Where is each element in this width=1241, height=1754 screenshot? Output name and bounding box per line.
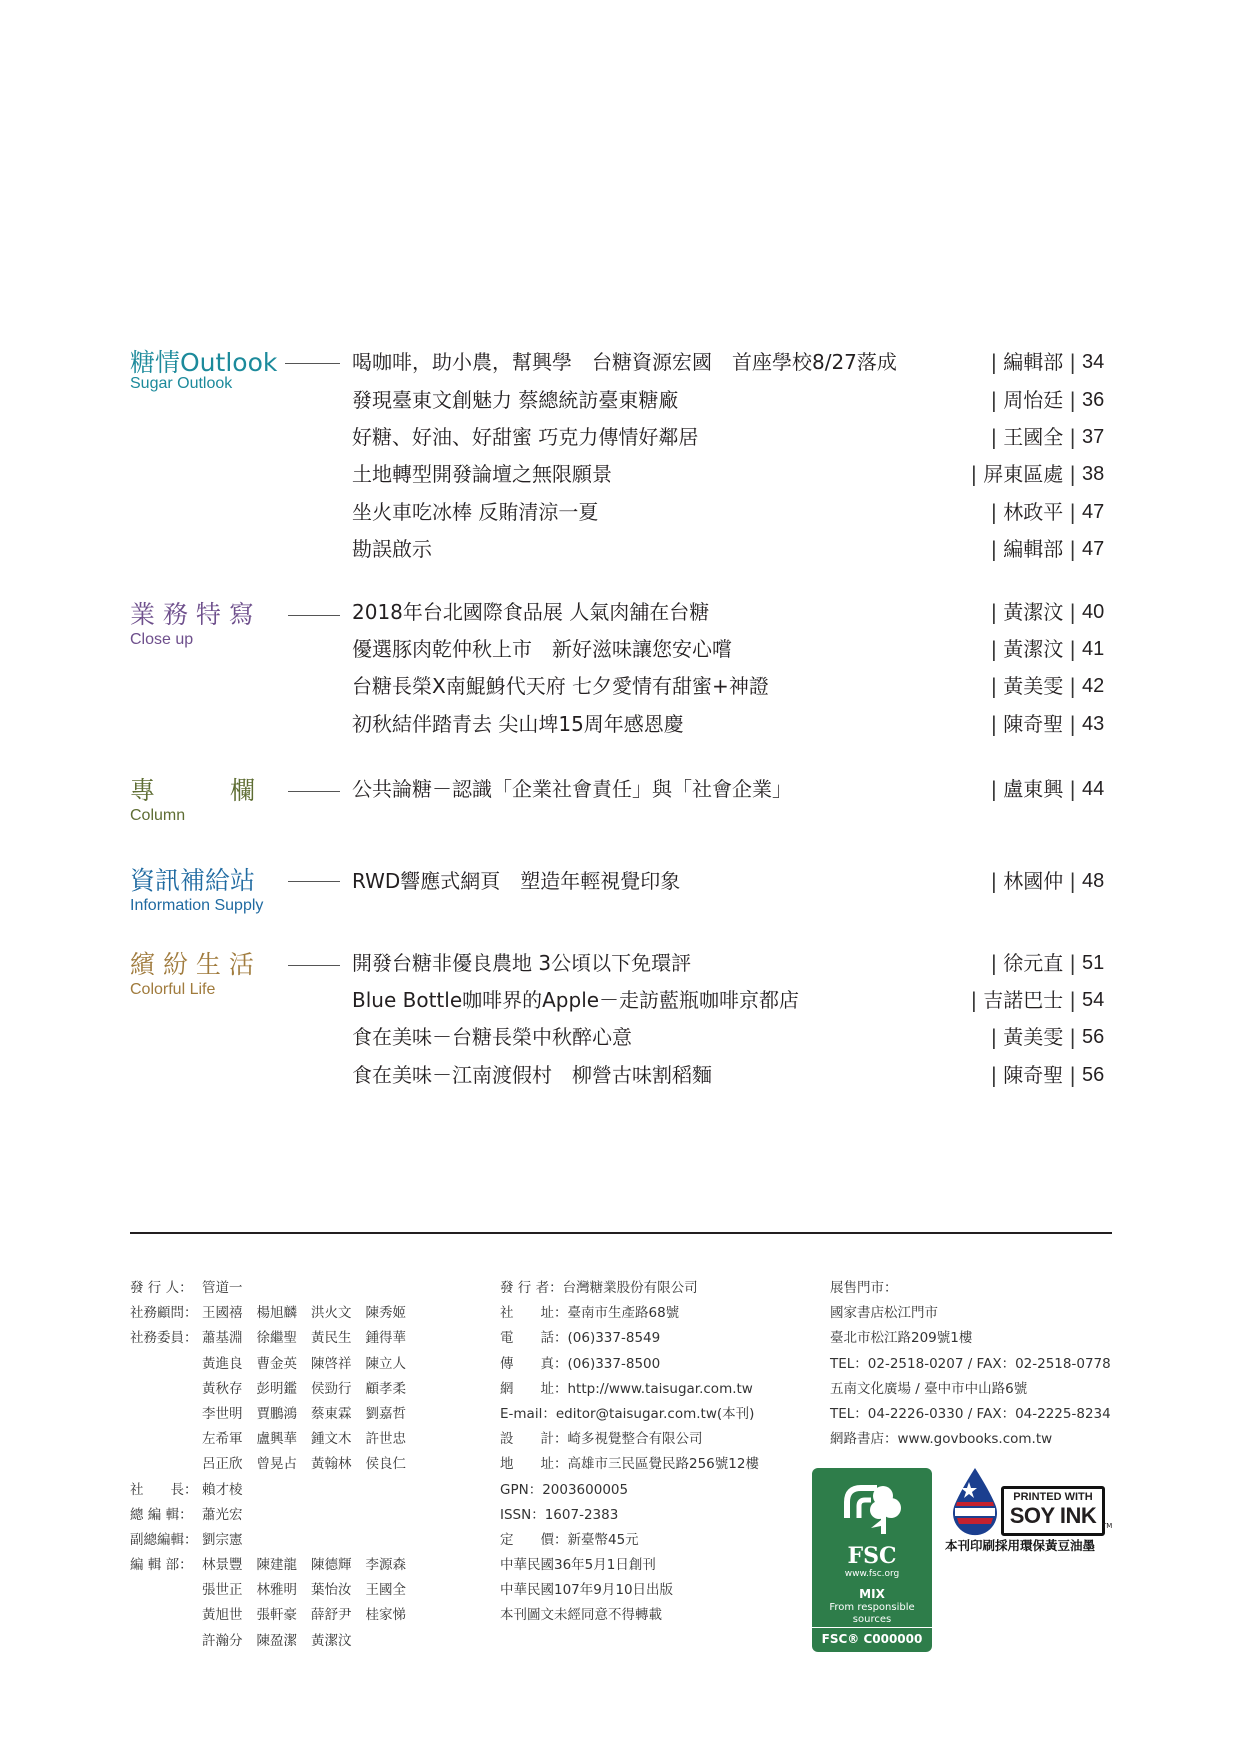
toc-item-author bbox=[991, 534, 1077, 564]
fsc-url: www.fsc.org bbox=[844, 1569, 900, 1579]
author-name: 徐元直 bbox=[1003, 951, 1064, 975]
toc-item[interactable] bbox=[352, 671, 1112, 701]
separator-bar: | bbox=[990, 537, 998, 561]
toc-item[interactable] bbox=[352, 459, 1112, 489]
toc-item-page: 43 bbox=[1082, 713, 1105, 735]
fsc-tree-icon bbox=[812, 1478, 932, 1544]
separator-bar: | bbox=[990, 712, 998, 736]
soy-drop-icon bbox=[945, 1466, 1005, 1536]
toc-item-author bbox=[971, 459, 1077, 489]
toc-item-author bbox=[991, 422, 1077, 452]
sales-line: 國家書店松江門市 bbox=[830, 1305, 938, 1322]
sales-line: 展售門市： bbox=[830, 1280, 898, 1296]
section-subtitle: Colorful Life bbox=[130, 981, 216, 998]
sales-line: 五南文化廣場 / 臺中市中山路6號 bbox=[830, 1380, 1028, 1397]
staff-role: 發 行 人： bbox=[130, 1280, 193, 1296]
separator-bar: | bbox=[970, 462, 978, 486]
separator-bar: | bbox=[1069, 869, 1076, 893]
toc-item[interactable] bbox=[352, 634, 1112, 664]
staff-name: 黃潔汶 bbox=[311, 1632, 352, 1649]
footer-rule bbox=[130, 1232, 1112, 1234]
author-name: 林國仲 bbox=[1003, 869, 1064, 893]
section-title: 專 欄 bbox=[130, 776, 256, 805]
staff-name: 王國全 bbox=[365, 1582, 406, 1599]
sales-line: TEL：02-2518-0207 / FAX：02-2518-0778 bbox=[830, 1355, 1111, 1372]
author-name: 屏東區處 bbox=[983, 462, 1064, 486]
separator-bar: | bbox=[990, 388, 998, 412]
staff-name: 洪火文 bbox=[311, 1305, 352, 1322]
sales-line: TEL：04-2226-0330 / FAX：04-2225-8234 bbox=[830, 1405, 1111, 1422]
separator-bar: | bbox=[1069, 712, 1076, 736]
author-name: 周怡廷 bbox=[1003, 388, 1064, 412]
fsc-code: FSC® C000000 bbox=[812, 1627, 932, 1646]
toc-item-title: 好糖、好油、好甜蜜 巧克力傳情好鄰居 bbox=[352, 425, 699, 449]
toc-item-page: 38 bbox=[1082, 463, 1105, 485]
toc-item-author bbox=[991, 347, 1077, 377]
toc-item-title: 初秋結伴踏青去 尖山埤15周年感恩慶 bbox=[352, 712, 684, 736]
toc-item-title: 台糖長榮X南鯤鯓代天府 七夕愛情有甜蜜+神證 bbox=[352, 674, 769, 698]
toc-item-page: 41 bbox=[1082, 638, 1105, 660]
staff-name: 侯良仁 bbox=[365, 1456, 406, 1473]
toc-item-page: 42 bbox=[1082, 675, 1105, 697]
staff-name: 許瀚分 bbox=[202, 1632, 243, 1649]
staff-name: 賈鵬鴻 bbox=[256, 1405, 297, 1422]
staff-row bbox=[130, 1352, 420, 1377]
sales-info bbox=[830, 1276, 1111, 1452]
toc-item-title: 2018年台北國際食品展 人氣肉舖在台糖 bbox=[352, 600, 710, 624]
toc-item[interactable] bbox=[352, 497, 1112, 527]
staff-name: 陳立人 bbox=[365, 1355, 406, 1372]
toc-item-page: 56 bbox=[1082, 1026, 1105, 1048]
staff-row bbox=[130, 1377, 420, 1402]
author-name: 黃美雯 bbox=[1003, 674, 1064, 698]
soy-caption: 本刊印刷採用環保黃豆油墨 bbox=[945, 1538, 1096, 1553]
toc-item-page: 37 bbox=[1082, 426, 1105, 448]
publisher-info bbox=[500, 1276, 759, 1629]
staff-name: 曾晃占 bbox=[256, 1456, 297, 1473]
toc-item[interactable] bbox=[352, 709, 1112, 739]
staff-role: 總 編 輯： bbox=[130, 1506, 193, 1523]
toc-item-title: 優選豚肉乾仲秋上市 新好滋味讓您安心嚐 bbox=[352, 637, 732, 661]
toc-item-title: 發現臺東文創魅力 蔡總統訪臺東糖廠 bbox=[352, 388, 679, 412]
separator-bar: | bbox=[990, 869, 998, 893]
staff-name: 陳德輝 bbox=[311, 1557, 352, 1574]
separator-bar: | bbox=[1069, 537, 1076, 561]
section-rule bbox=[285, 363, 340, 364]
staff-name: 鍾文木 bbox=[311, 1431, 352, 1448]
separator-bar: | bbox=[990, 600, 998, 624]
toc-item-page: 56 bbox=[1082, 1064, 1105, 1086]
separator-bar: | bbox=[990, 777, 998, 801]
staff-name: 黃旭世 bbox=[202, 1607, 243, 1624]
staff-name: 徐繼聖 bbox=[256, 1330, 297, 1347]
toc-item[interactable] bbox=[352, 1022, 1112, 1052]
staff-name: 桂家悌 bbox=[365, 1607, 406, 1624]
toc-item[interactable] bbox=[352, 774, 1112, 804]
fsc-mix: MIX bbox=[859, 1587, 885, 1601]
toc-item-title: 公共論糖－認識「企業社會責任」與「社會企業」 bbox=[352, 777, 792, 801]
staff-name: 林雅明 bbox=[256, 1582, 297, 1599]
author-name: 陳奇聖 bbox=[1003, 1063, 1064, 1087]
separator-bar: | bbox=[1069, 1063, 1076, 1087]
separator-bar: | bbox=[1069, 350, 1076, 374]
staff-name: 蕭光宏 bbox=[202, 1506, 243, 1523]
staff-name: 李世明 bbox=[202, 1405, 243, 1422]
separator-bar: | bbox=[1069, 600, 1076, 624]
staff-name: 管道一 bbox=[202, 1280, 243, 1296]
staff-name: 陳啓祥 bbox=[311, 1355, 352, 1372]
publisher-line: 中華民國107年9月10日出版 bbox=[500, 1582, 674, 1599]
toc-item-title: RWD響應式網頁 塑造年輕視覺印象 bbox=[352, 869, 681, 893]
toc-item-title: Blue Bottle咖啡界的Apple－走訪藍瓶咖啡京都店 bbox=[352, 988, 800, 1012]
staff-role: 社務顧問： bbox=[130, 1305, 198, 1322]
publisher-line: 發 行 者：台灣糖業股份有限公司 bbox=[500, 1280, 698, 1296]
staff-name: 顧孝柔 bbox=[365, 1380, 406, 1397]
staff-role: 社 長： bbox=[130, 1481, 198, 1498]
toc-item-author bbox=[991, 385, 1077, 415]
separator-bar: | bbox=[1069, 462, 1076, 486]
toc-item-author bbox=[991, 1060, 1077, 1090]
toc-item[interactable] bbox=[352, 948, 1112, 978]
separator-bar: | bbox=[1069, 388, 1076, 412]
toc-item[interactable] bbox=[352, 1060, 1112, 1090]
staff-name: 彭明鑑 bbox=[256, 1380, 297, 1397]
separator-bar: | bbox=[990, 951, 998, 975]
toc-item-title: 土地轉型開發論壇之無限願景 bbox=[352, 462, 612, 486]
staff-name: 鍾得華 bbox=[365, 1330, 406, 1347]
toc-item-page: 40 bbox=[1082, 601, 1105, 623]
toc-item-title: 勘誤啟示 bbox=[352, 537, 432, 561]
toc-item-author bbox=[991, 948, 1077, 978]
staff-row bbox=[130, 1629, 420, 1654]
publisher-line: 本刊圖文未經同意不得轉載 bbox=[500, 1607, 662, 1624]
staff-name: 黃進良 bbox=[202, 1355, 243, 1372]
publisher-line: 地 址：高雄市三民區覺民路256號12樓 bbox=[500, 1456, 759, 1473]
staff-name: 陳建龍 bbox=[256, 1557, 297, 1574]
fsc-logo bbox=[812, 1468, 932, 1652]
staff-row bbox=[130, 1503, 420, 1528]
staff-name: 林景豐 bbox=[202, 1557, 243, 1574]
toc-item-author bbox=[991, 634, 1077, 664]
separator-bar: | bbox=[990, 350, 998, 374]
toc-item-title: 食在美味－江南渡假村 柳營古味割稻麵 bbox=[352, 1063, 712, 1087]
author-name: 吉諾巴士 bbox=[983, 988, 1064, 1012]
publisher-line: E-mail：editor@taisugar.com.tw(本刊) bbox=[500, 1405, 755, 1422]
publisher-line: 中華民國36年5月1日創刊 bbox=[500, 1557, 656, 1574]
fsc-from: From responsible sources bbox=[829, 1602, 915, 1625]
section-rule bbox=[288, 791, 340, 792]
staff-row bbox=[130, 1402, 420, 1427]
staff-row bbox=[130, 1427, 420, 1452]
sales-line: 臺北市松江路209號1樓 bbox=[830, 1330, 973, 1347]
toc-item-page: 47 bbox=[1082, 538, 1105, 560]
section-title: 業 務 特 寫 bbox=[130, 600, 254, 629]
toc-item-author bbox=[991, 774, 1077, 804]
author-name: 王國全 bbox=[1003, 425, 1064, 449]
publisher-line: 電 話：(06)337-8549 bbox=[500, 1330, 661, 1347]
toc-item-author bbox=[991, 1022, 1077, 1052]
separator-bar: | bbox=[1069, 951, 1076, 975]
staff-name: 侯勁行 bbox=[311, 1380, 352, 1397]
publisher-line: 傳 真：(06)337-8500 bbox=[500, 1355, 661, 1372]
staff-name: 李源森 bbox=[365, 1557, 406, 1574]
separator-bar: | bbox=[1069, 500, 1076, 524]
staff-row bbox=[130, 1301, 420, 1326]
author-name: 陳奇聖 bbox=[1003, 712, 1064, 736]
separator-bar: | bbox=[1069, 425, 1076, 449]
toc-item[interactable] bbox=[352, 385, 1112, 415]
staff-name: 陳盈潔 bbox=[256, 1632, 297, 1649]
toc-item-title: 開發台糖非優良農地 3公頃以下免環評 bbox=[352, 951, 692, 975]
staff-name: 呂正欣 bbox=[202, 1456, 243, 1473]
section-rule bbox=[288, 881, 340, 882]
author-name: 黃潔汶 bbox=[1003, 600, 1064, 624]
staff-row bbox=[130, 1578, 420, 1603]
staff-name: 黃秋存 bbox=[202, 1380, 243, 1397]
section-title: 資訊補給站 bbox=[130, 866, 256, 895]
soy-tm: TM bbox=[1102, 1522, 1113, 1530]
toc-item[interactable] bbox=[352, 985, 1112, 1015]
separator-bar: | bbox=[1069, 674, 1076, 698]
staff-name: 蕭基淵 bbox=[202, 1330, 243, 1347]
separator-bar: | bbox=[970, 988, 978, 1012]
toc-item[interactable] bbox=[352, 866, 1112, 896]
sales-line: 網路書店：www.govbooks.com.tw bbox=[830, 1431, 1053, 1448]
toc-item-page: 51 bbox=[1082, 952, 1105, 974]
staff-row bbox=[130, 1603, 420, 1628]
staff-name: 王國禧 bbox=[202, 1305, 243, 1322]
staff-role: 社務委員： bbox=[130, 1330, 198, 1347]
staff-list bbox=[130, 1276, 420, 1654]
staff-row bbox=[130, 1326, 420, 1351]
staff-name: 薛舒尹 bbox=[311, 1607, 352, 1624]
staff-name: 葉怡汝 bbox=[311, 1582, 352, 1599]
staff-row bbox=[130, 1452, 420, 1477]
staff-name: 劉宗憲 bbox=[202, 1531, 243, 1548]
publisher-line: ISSN：1607-2383 bbox=[500, 1506, 619, 1523]
toc-item[interactable] bbox=[352, 597, 1112, 627]
staff-name: 劉嘉哲 bbox=[365, 1405, 406, 1422]
toc-item-title: 食在美味－台糖長榮中秋醉心意 bbox=[352, 1025, 632, 1049]
separator-bar: | bbox=[990, 1025, 998, 1049]
toc-item-page: 47 bbox=[1082, 501, 1105, 523]
toc-item-page: 44 bbox=[1082, 778, 1105, 800]
separator-bar: | bbox=[1069, 777, 1076, 801]
author-name: 黃潔汶 bbox=[1003, 637, 1064, 661]
toc-item-author bbox=[991, 671, 1077, 701]
publisher-line: 定 價：新臺幣45元 bbox=[500, 1531, 639, 1548]
toc-item-page: 34 bbox=[1082, 351, 1105, 373]
toc-item-page: 54 bbox=[1082, 989, 1105, 1011]
toc-item-author bbox=[991, 709, 1077, 739]
toc-item[interactable] bbox=[352, 422, 1112, 452]
staff-row bbox=[130, 1528, 420, 1553]
separator-bar: | bbox=[1069, 637, 1076, 661]
author-name: 編輯部 bbox=[1003, 350, 1064, 374]
soy-line1: PRINTED WITH bbox=[1013, 1491, 1093, 1503]
toc-item-author bbox=[991, 497, 1077, 527]
toc-item-author bbox=[971, 985, 1077, 1015]
publisher-line: 設 計：崎多視覺整合有限公司 bbox=[500, 1431, 703, 1448]
separator-bar: | bbox=[990, 674, 998, 698]
author-name: 黃美雯 bbox=[1003, 1025, 1064, 1049]
soy-ink-box bbox=[1001, 1486, 1105, 1536]
separator-bar: | bbox=[1069, 988, 1076, 1012]
toc-item-page: 48 bbox=[1082, 870, 1105, 892]
staff-name: 蔡東霖 bbox=[311, 1405, 352, 1422]
separator-bar: | bbox=[990, 637, 998, 661]
staff-name: 陳秀姬 bbox=[365, 1305, 406, 1322]
publisher-line: 社 址：臺南市生產路68號 bbox=[500, 1305, 680, 1322]
separator-bar: | bbox=[990, 1063, 998, 1087]
publisher-line: GPN：2003600005 bbox=[500, 1481, 629, 1498]
staff-name: 黃民生 bbox=[311, 1330, 352, 1347]
staff-name: 黃翰林 bbox=[311, 1456, 352, 1473]
toc-item[interactable] bbox=[352, 534, 1112, 564]
staff-name: 盧興華 bbox=[256, 1431, 297, 1448]
toc-item-author bbox=[991, 866, 1077, 896]
toc-item-author bbox=[991, 597, 1077, 627]
staff-role: 編 輯 部： bbox=[130, 1557, 193, 1574]
section-subtitle: Close up bbox=[130, 631, 194, 648]
section-subtitle: Information Supply bbox=[130, 897, 264, 914]
author-name: 編輯部 bbox=[1003, 537, 1064, 561]
staff-name: 楊旭麟 bbox=[256, 1305, 297, 1322]
staff-name: 賴才棱 bbox=[202, 1481, 243, 1498]
staff-row bbox=[130, 1276, 420, 1301]
author-name: 林政平 bbox=[1003, 500, 1064, 524]
staff-role: 副總編輯： bbox=[130, 1531, 198, 1548]
staff-name: 左希軍 bbox=[202, 1431, 243, 1448]
toc-item-title: 坐火車吃冰棒 反賄清涼一夏 bbox=[352, 500, 599, 524]
staff-name: 張軒豪 bbox=[256, 1607, 297, 1624]
publisher-line: 網 址：http://www.taisugar.com.tw bbox=[500, 1380, 753, 1397]
section-title: 糖情Outlook bbox=[130, 348, 278, 377]
separator-bar: | bbox=[990, 425, 998, 449]
soy-line2: SOY INK bbox=[1009, 1503, 1097, 1528]
staff-name: 曹金英 bbox=[256, 1355, 297, 1372]
staff-row bbox=[130, 1478, 420, 1503]
staff-row bbox=[130, 1553, 420, 1578]
toc-item[interactable] bbox=[352, 347, 1112, 377]
author-name: 盧東興 bbox=[1003, 777, 1064, 801]
section-subtitle: Column bbox=[130, 807, 186, 824]
separator-bar: | bbox=[1069, 1025, 1076, 1049]
staff-name: 許世忠 bbox=[365, 1431, 406, 1448]
toc-item-page: 36 bbox=[1082, 389, 1105, 411]
staff-name: 張世正 bbox=[202, 1582, 243, 1599]
separator-bar: | bbox=[990, 500, 998, 524]
section-rule bbox=[288, 615, 340, 616]
section-rule bbox=[288, 965, 340, 966]
section-subtitle: Sugar Outlook bbox=[130, 375, 233, 392]
toc-item-title: 喝咖啡，助小農，幫興學 台糖資源宏國 首座學校8/27落成 bbox=[352, 350, 897, 374]
fsc-brand: FSC bbox=[847, 1543, 897, 1569]
section-title: 繽 紛 生 活 bbox=[130, 950, 254, 979]
